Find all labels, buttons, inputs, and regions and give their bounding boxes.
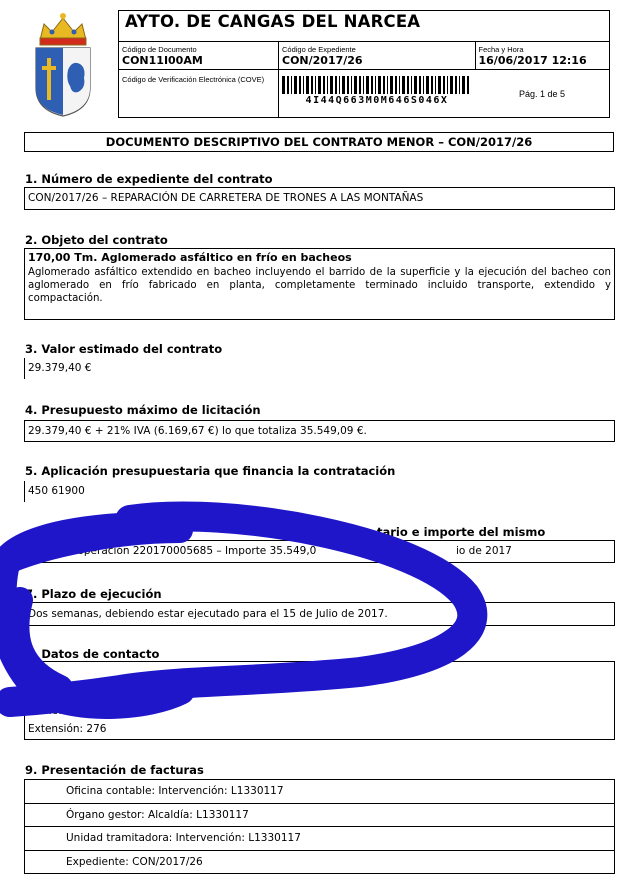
page-number-cell bbox=[475, 70, 610, 118]
barcode-bar bbox=[315, 76, 316, 94]
barcode-bar bbox=[378, 76, 381, 94]
barcode-bar bbox=[359, 76, 361, 94]
barcode-bar bbox=[294, 76, 297, 94]
barcode-bar bbox=[462, 76, 465, 94]
section-4-text: 29.379,40 € + 21% IVA (6.169,67 €) lo que totaliza 35.549,09 €. bbox=[28, 425, 367, 437]
exp-code-cell bbox=[279, 42, 476, 70]
barcode-cell bbox=[279, 70, 476, 118]
section-6-heading: tario e importe del mismo bbox=[377, 525, 546, 539]
section-8-box bbox=[24, 661, 615, 740]
section-7-text: Dos semanas, debiendo estar ejecutado para el 15 de Julio de 2017. bbox=[28, 608, 388, 620]
section-6-text-right: io de 2017 bbox=[456, 545, 512, 557]
barcode-bar bbox=[375, 76, 376, 94]
barcode-bar bbox=[323, 76, 325, 94]
exp-code-label: Código de Expediente bbox=[282, 45, 356, 54]
section-1-heading: 1. Número de expediente del contrato bbox=[25, 172, 273, 186]
barcode-bar bbox=[443, 76, 445, 94]
doc-code-value: CON11I00AM bbox=[122, 54, 203, 67]
cove-label: Código de Verificación Electrónica (COVE) bbox=[122, 75, 265, 84]
barcode-bar bbox=[467, 76, 469, 94]
section-1-box bbox=[24, 187, 615, 210]
barcode-bar bbox=[306, 76, 309, 94]
section-7-heading: 7. Plazo de ejecución bbox=[25, 587, 162, 601]
org-name-cell bbox=[119, 11, 610, 42]
invoice-row-file: Expediente: CON/2017/26 bbox=[25, 850, 615, 874]
org-name: AYTO. DE CANGAS DEL NARCEA bbox=[125, 12, 421, 31]
exp-code-value: CON/2017/26 bbox=[282, 54, 363, 67]
barcode-bar bbox=[363, 76, 364, 94]
section-4-heading: 4. Presupuesto máximo de licitación bbox=[25, 403, 261, 417]
barcode-bar bbox=[431, 76, 433, 94]
section-2-heading: 2. Objeto del contrato bbox=[25, 233, 168, 247]
table-row bbox=[25, 850, 615, 874]
section-3-box bbox=[24, 358, 615, 379]
barcode-bar bbox=[459, 76, 460, 94]
barcode-bar bbox=[371, 76, 373, 94]
doc-code-label: Código de Documento bbox=[122, 45, 197, 54]
barcode-bar bbox=[395, 76, 397, 94]
section-6-box bbox=[24, 540, 615, 563]
section-5-box bbox=[24, 481, 615, 502]
barcode-bar bbox=[399, 76, 400, 94]
section-7-box bbox=[24, 602, 615, 626]
barcode-bar bbox=[318, 76, 321, 94]
section-2-box bbox=[24, 248, 615, 320]
barcode-bar bbox=[339, 76, 340, 94]
barcode-bar bbox=[311, 76, 313, 94]
section-3-text: 29.379,40 € bbox=[28, 362, 92, 374]
barcode-bar bbox=[438, 76, 441, 94]
date-cell bbox=[475, 42, 610, 70]
section-6-text-left: de operación 220170005685 – Importe 35.549,0 bbox=[61, 545, 317, 557]
barcode-bar bbox=[450, 76, 453, 94]
document-title: DOCUMENTO DESCRIPTIVO DEL CONTRATO MENOR – CON/2017/26 bbox=[24, 132, 614, 152]
barcode-bar bbox=[335, 76, 337, 94]
barcode-bar bbox=[447, 76, 448, 94]
barcode-bar bbox=[330, 76, 333, 94]
barcode-bar bbox=[383, 76, 385, 94]
barcode-bar bbox=[354, 76, 357, 94]
barcode-bar bbox=[287, 76, 289, 94]
barcode-bar bbox=[411, 76, 412, 94]
section-2-text: Aglomerado asfáltico extendido en bacheo incluyendo el barrido de la superficie y la ejecución del bacheo con aglomerado en frío fabricado en planta, completamente terminado incluido transporte, extendido y compactación. bbox=[28, 267, 611, 304]
table-row bbox=[25, 780, 615, 804]
barcode-bar bbox=[423, 76, 424, 94]
barcode-bar bbox=[435, 76, 436, 94]
invoice-row-processing-unit: Unidad tramitadora: Intervención: L1330117 bbox=[25, 827, 615, 851]
date-value: 16/06/2017 12:16 bbox=[478, 54, 587, 67]
barcode-bar bbox=[303, 76, 304, 94]
section-2-title: 170,00 Tm. Aglomerado asfáltico en frío en bacheos bbox=[28, 251, 352, 264]
doc-code-cell bbox=[119, 42, 279, 70]
invoice-row-accounting: Oficina contable: Intervención: L1330117 bbox=[25, 780, 615, 804]
barcode-bar bbox=[291, 76, 292, 94]
barcode-bar bbox=[327, 76, 328, 94]
cove-label-cell bbox=[119, 70, 279, 118]
barcode-bar bbox=[387, 76, 388, 94]
invoice-row-manager: Órgano gestor: Alcaldía: L1330117 bbox=[25, 803, 615, 827]
barcode-bar bbox=[455, 76, 457, 94]
cove-value: 4I44Q663M0M646S046X bbox=[305, 95, 449, 106]
barcode-bar bbox=[426, 76, 429, 94]
table-row bbox=[25, 827, 615, 851]
barcode-bar bbox=[366, 76, 369, 94]
barcode-bar bbox=[414, 76, 417, 94]
barcode-bar bbox=[342, 76, 345, 94]
page-number: Pág. 1 de 5 bbox=[518, 88, 566, 99]
contact-extension: Extensión: 276 bbox=[28, 723, 107, 735]
section-5-heading: 5. Aplicación presupuestaria que financia la contratación bbox=[25, 464, 396, 478]
barcode-bar bbox=[390, 76, 393, 94]
section-4-box bbox=[24, 420, 615, 442]
section-8-heading: 8. Datos de contacto bbox=[25, 647, 160, 661]
section-5-text: 450 61900 bbox=[28, 485, 85, 497]
barcode-bar bbox=[351, 76, 352, 94]
document-header-table bbox=[118, 10, 610, 118]
barcode-bar bbox=[402, 76, 405, 94]
section-3-heading: 3. Valor estimado del contrato bbox=[25, 342, 223, 356]
barcode-bar bbox=[407, 76, 409, 94]
barcode-bar bbox=[299, 76, 301, 94]
barcode-icon bbox=[282, 76, 472, 94]
invoice-table bbox=[24, 779, 615, 874]
table-row bbox=[25, 803, 615, 827]
barcode-bar bbox=[347, 76, 349, 94]
coat-of-arms-icon bbox=[30, 10, 96, 118]
date-label: Fecha y Hora bbox=[478, 45, 524, 54]
barcode-bar bbox=[419, 76, 421, 94]
barcode-bar bbox=[282, 76, 285, 94]
section-1-text: CON/2017/26 – REPARACIÓN DE CARRETERA DE TRONES A LAS MONTAÑAS bbox=[28, 192, 424, 204]
contact-phone: Teléfono: 985.813.812 bbox=[28, 705, 146, 717]
section-9-heading: 9. Presentación de facturas bbox=[25, 763, 204, 777]
